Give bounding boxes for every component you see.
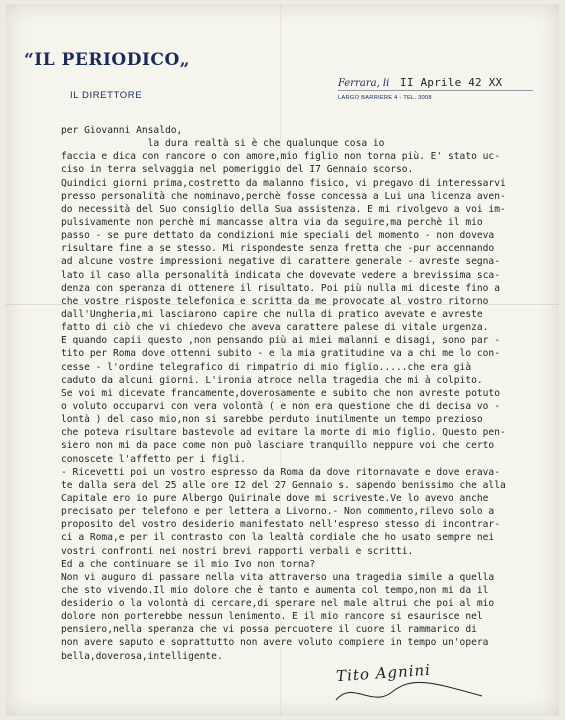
letter-line: conoscete l'affetto per i figli.: [61, 453, 246, 465]
letter-line: ci a Roma,e per il contrasto con la lealtà cordiale che ho usato sempre nei: [61, 532, 495, 544]
letterhead-director-title: IL DIRETTORE: [70, 90, 143, 101]
letter-line: faccia e dica con rancore o con amore,mio figlio non torna più. E' stato uc-: [61, 151, 500, 163]
letter-line: pensiero,nella speranza che vi possa percuotere il cuore il rammarico di: [61, 624, 477, 636]
letter-line: che poteva risultare bastevole ad evitare la morte di mio figlio. Questo pen-: [61, 427, 506, 439]
letter-line: desiderio o la volontà di cercare,di sperare nel male altrui che poi al mio: [61, 598, 495, 610]
letter-line: dolore non porterebbe nessun lenimento. E il mio rancore si esaurisce nel: [61, 611, 483, 623]
letter-date: II Aprile 42 XX: [400, 76, 503, 89]
letterhead-place: Ferrara, li: [338, 78, 390, 89]
letter-line: presso personalità che nominavo,perchè fosse concessa a Lui una licenza aven-: [61, 190, 506, 202]
letter-sheet: [6, 4, 559, 716]
letter-line: dall'Ungheria,mi lasciarono capire che nulla di pratico avevate e avreste: [61, 308, 483, 320]
letter-line: lontà ) del caso mio,non si sarebbe perduto inutilmente un tempo prezioso: [61, 414, 483, 426]
letter-line: Non vi auguro di passare nella vita attraverso una tragedia simile a quella: [61, 571, 495, 583]
letter-line: passo - se pure dettato da condizioni mie speciali del momento - non doveva: [61, 230, 495, 242]
letter-line: vostri confronti nei nostri brevi rapporti verbali e scritti.: [61, 545, 414, 557]
letter-line: Ed a che continuare se il mio Ivo non torna?: [61, 558, 316, 570]
letter-line: siero non mi da pace come non può lasciare tranquillo neppure voi che certo: [61, 440, 495, 452]
letter-line: Se voi mi dicevate francamente,doverosamente e subito che non avreste potuto: [61, 387, 500, 399]
letter-line: bella,doverosa,intelligente.: [61, 650, 223, 662]
letter-line: ad alcune vostre impressioni negative di carattere generale - avreste segna-: [61, 256, 500, 268]
letter-line: fatto di ciò che vi chiedevo che aveva carattere palese di vitale urgenza.: [61, 322, 489, 334]
letter-line: Quindici giorni prima,costretto da malanno fisico, vi pregavo di interessarvi: [61, 177, 506, 189]
letter-line: caduto da alcuni giorni. L'ironia atroce nella tragedia che mi à colpito.: [61, 374, 483, 386]
letter-line: denza con speranza di ottenere il risultato. Poi più nulla mi diceste fino a: [61, 282, 500, 294]
letter-line: ciso in terra selvaggia nel pomeriggio del I7 Gennaio scorso.: [61, 164, 414, 176]
letter-line: te dalla sera del 25 alle ore I2 del 27 Gennaio s. sapendo benissimo che alla: [61, 479, 506, 491]
letter-line: risultare fine a se stesso. Mi rispondeste senza fretta che -pur accennando: [61, 243, 495, 255]
letter-line: cesse - l'ordine telegrafico di rimpatrio di mio figlio.....che era già: [61, 361, 472, 373]
letter-line: tito per Roma dove ottenni subito - e la mia gratitudine va a chi me lo con-: [61, 348, 500, 360]
handwritten-signature: Tito Agnini: [335, 660, 432, 686]
letter-line: - Ricevetti poi un vostro espresso da Roma da dove ritornavate e dove erava-: [61, 466, 500, 478]
letter-line: precisato per telefono e per lettera a Livorno.- Non commento,rilevo solo a: [61, 506, 495, 518]
letter-line: o voluto occuparvi con vera volontà ( e non era questione che di decisa vo -: [61, 400, 500, 412]
letter-line: lato il caso alla personalità indicata che dovevate vedere a brevissima sca-: [61, 269, 500, 281]
letter-line: per Giovanni Ansaldo,: [61, 125, 183, 136]
letter-line: che vostre risposte telefonica e scritta da me provocate al vostro ritorno: [61, 295, 489, 307]
letter-line: non avere saputo e soprattutto non avere voluto compiere in tempo un'opera: [61, 637, 489, 649]
letter-line: E quando capii questo ,non pensando più ai miei malanni e disagi, sono par -: [61, 335, 500, 347]
letter-line: la dura realtà si è che qualunque cosa io: [61, 138, 385, 150]
letter-line: pulsivamente non perchè mi mancasse altra via da seguire,ma perchè il mio: [61, 216, 483, 228]
newspaper-masthead: “IL PERIODICO„: [24, 50, 191, 70]
letter-line: che sto vivendo.Il mio dolore che è tanto e aumenta col tempo,non mi da il: [61, 584, 489, 596]
letter-line: Capitale ero io pure Albergo Quirinale dove mi scriveste.Ve lo avevo anche: [61, 492, 489, 504]
letter-body: [61, 124, 555, 663]
date-underline: [338, 90, 533, 91]
letter-line: do necessità del Suo consiglio della Sua assistenza. E mi rivolgevo a voi im-: [61, 203, 506, 215]
letter-line: proposito del vostro desiderio manifestato nell'espreso stesso di incontrar-: [61, 519, 500, 531]
letterhead-address: LARGO BARRIERE 4 - TEL. 3008: [338, 95, 432, 101]
